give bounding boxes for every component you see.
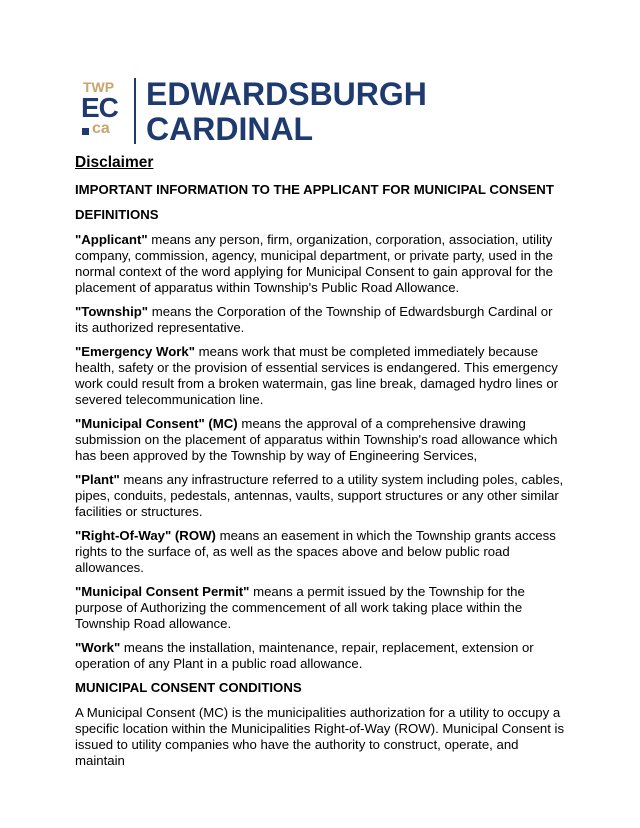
definition-emergency-work [75,344,565,408]
document-body [75,153,565,777]
definition-right-of-way [75,528,565,576]
heading-definitions: DEFINITIONS [75,207,159,222]
definition-text: means work that must be completed immediately because health, safety or the provision of essential services is endangered. This emergency work could result from a broken watermain, gas line break, damaged hydro lines or severed telecommunication line. [75,344,559,407]
heading-important-info: IMPORTANT INFORMATION TO THE APPLICANT FOR MUNICIPAL CONSENT [75,182,554,197]
page-title: Disclaimer [75,154,154,171]
definition-applicant [75,232,565,296]
definition-text: means any infrastructure referred to a utility system including poles, cables, pipes, conduits, pedestals, antennas, vaults, support structures or any other similar facilities or structures. [75,472,564,519]
logo-dot [82,128,89,135]
definition-township [75,304,565,336]
definition-text: means the Corporation of the Township of Edwardsburgh Cardinal or its authorized representative. [75,304,553,335]
definition-municipal-consent [75,416,565,464]
definition-municipal-consent-permit [75,584,565,632]
definition-text: means the installation, maintenance, repair, replacement, extension or operation of any Plant in a public road allowance. [75,640,534,671]
township-logo [80,76,427,147]
definition-term: "Municipal Consent" (MC) [75,416,238,431]
conditions-paragraph: A Municipal Consent (MC) is the municipalities authorization for a utility to occupy a specific location within the Municipalities Right-of-Way (ROW). Municipal Consent is issued to utility companies who have the authority to construct, operate, and maintain [75,705,565,768]
definition-text: means an easement in which the Township grants access rights to the surface of, as well as the spaces above and below public road allowances. [75,528,556,575]
logo-ca-text: ca [92,120,110,137]
definition-term: "Work" [75,640,121,655]
logo-wordmark-line1: EDWARDSBURGH [146,76,427,112]
logo-divider [134,78,136,144]
definition-text: means a permit issued by the Township for the purpose of Authorizing the commencement of all work taking place within the Township Road allowance. [75,584,525,631]
definition-work [75,640,565,672]
logo-twp-text: TWP [83,79,115,95]
twp-ec-logo-mark [80,76,128,146]
definition-plant [75,472,565,520]
logo-ec-text: EC [81,92,118,123]
definition-term: "Plant" [75,472,120,487]
logo-wordmark-line2: CARDINAL [146,111,314,147]
definition-term: "Township" [75,304,149,319]
definition-term: "Municipal Consent Permit" [75,584,250,599]
definition-text: means the approval of a comprehensive drawing submission on the placement of apparatus within Township's road allowance which has been approved by the Township by way of Engineering Services, [75,416,558,463]
definition-term: "Emergency Work" [75,344,196,359]
definition-term: "Applicant" [75,232,148,247]
definition-text: means any person, firm, organization, corporation, association, utility company, commission, agency, municipal department, or private party, used in the normal context of the word applying for Municipal Consent to gain approval for the placement of apparatus within Township's Public Road Allowance. [75,232,553,295]
definition-term: "Right-Of-Way" (ROW) [75,528,216,543]
heading-conditions: MUNICIPAL CONSENT CONDITIONS [75,680,302,695]
